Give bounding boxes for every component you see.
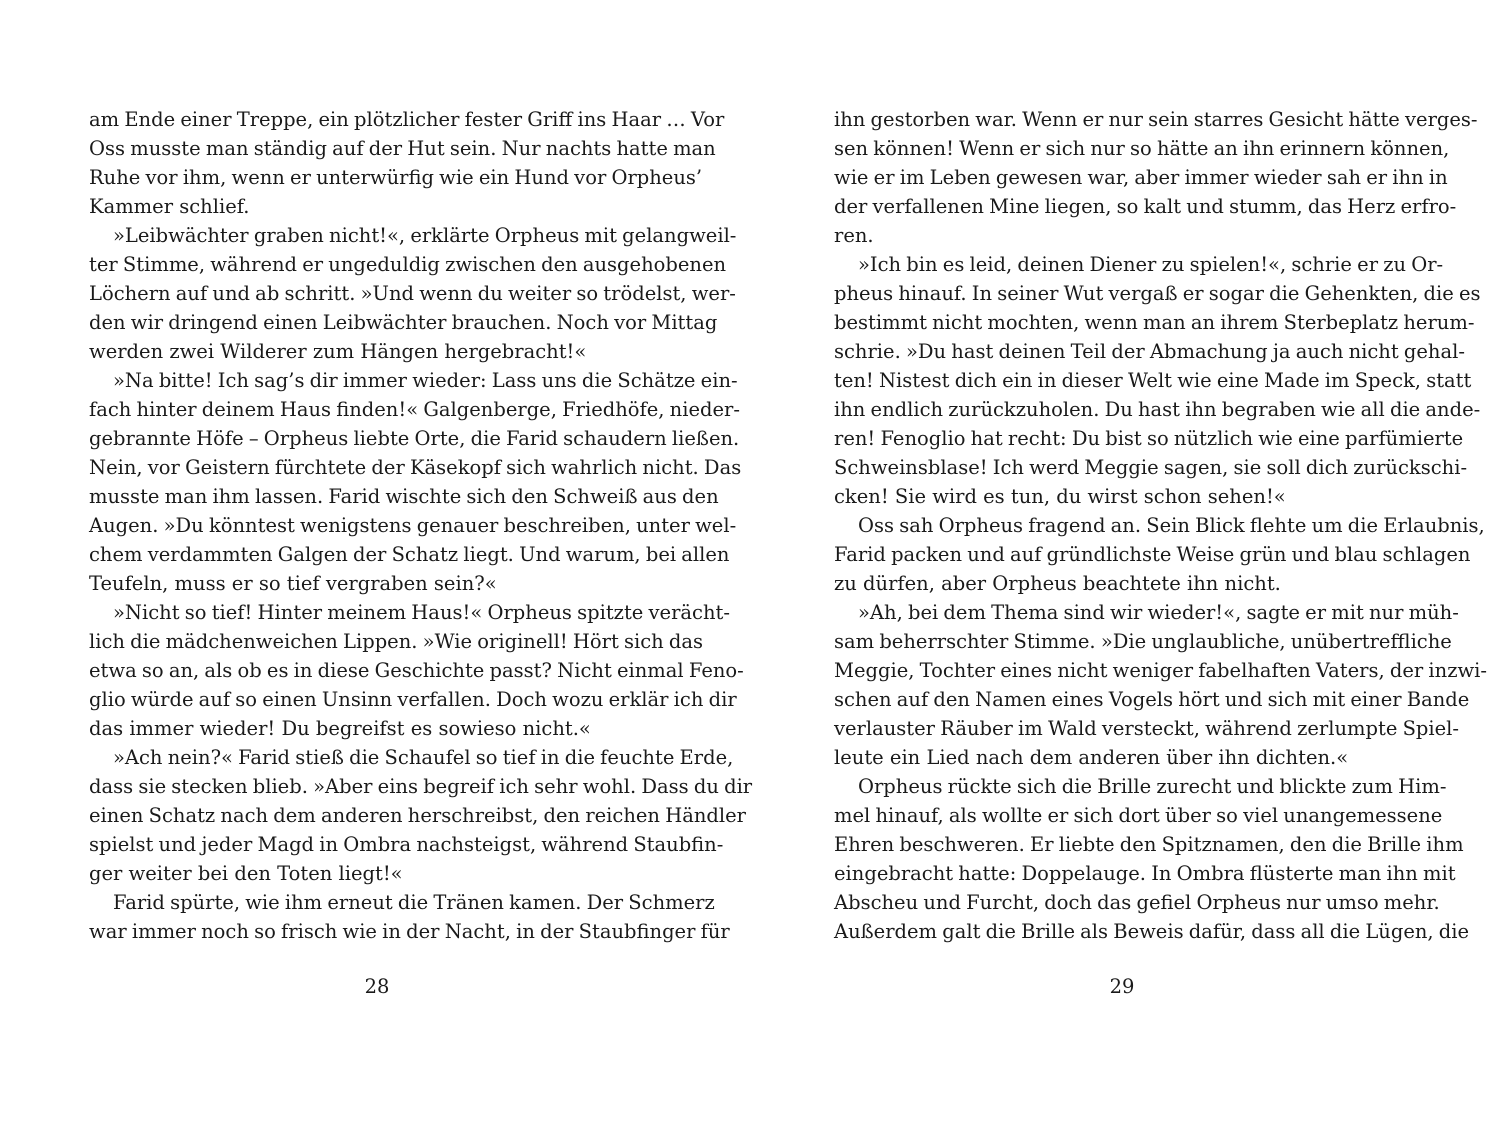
- text-line: mel hinauf, als wollte er sich dort über so viel unangemessene: [834, 804, 1443, 827]
- text-line: »Ach nein?« Farid stieß die Schaufel so tief in die feuchte Erde,: [113, 746, 734, 769]
- text-line: Nein, vor Geistern fürchtete der Käsekopf sich wahrlich nicht. Das: [89, 456, 742, 479]
- text-line: »Nicht so tief! Hinter meinem Haus!« Orpheus spitzte verächt-: [113, 601, 730, 624]
- text-line: Löchern auf und ab schritt. »Und wenn du weiter so trödelst, wer-: [89, 282, 736, 305]
- text-line: spielst und jeder Magd in Ombra nachsteigst, während Staubfin-: [89, 833, 724, 856]
- text-line: der verfallenen Mine liegen, so kalt und stumm, das Herz erfro-: [834, 195, 1457, 218]
- text-line: »Ah, bei dem Thema sind wir wieder!«, sagte er mit nur müh-: [858, 601, 1459, 624]
- text-line: Meggie, Tochter eines nicht weniger fabelhaften Vaters, der inzwi-: [834, 659, 1488, 682]
- text-line: Außerdem galt die Brille als Beweis dafür, dass all die Lügen, die: [834, 920, 1470, 943]
- text-line: musste man ihm lassen. Farid wischte sich den Schweiß aus den: [89, 485, 719, 508]
- text-line: dass sie stecken blieb. »Aber eins begreif ich sehr wohl. Dass du dir: [89, 775, 753, 798]
- text-line: glio würde auf so einen Unsinn verfallen. Doch wozu erklär ich dir: [89, 688, 737, 711]
- text-line: Ehren beschweren. Er liebte den Spitznamen, den die Brille ihm: [834, 833, 1464, 856]
- text-line: ger weiter bei den Toten liegt!«: [89, 862, 403, 885]
- text-line: lich die mädchenweichen Lippen. »Wie originell! Hört sich das: [89, 630, 704, 653]
- text-line: am Ende einer Treppe, ein plötzlicher fester Griff ins Haar … Vor: [89, 108, 725, 131]
- text-line: ter Stimme, während er ungeduldig zwischen den ausgehobenen: [89, 253, 727, 276]
- text-line: bestimmt nicht mochten, wenn man an ihrem Sterbeplatz herum-: [834, 311, 1475, 334]
- right-page-number: 29: [1109, 975, 1135, 998]
- text-line: verlauster Räuber im Wald versteckt, während zerlumpte Spiel-: [834, 717, 1460, 740]
- text-line: Kammer schlief.: [89, 195, 250, 218]
- text-line: gebrannte Höfe – Orpheus liebte Orte, die Farid schaudern ließen.: [89, 427, 740, 450]
- text-line: Teufeln, muss er so tief vergraben sein?«: [89, 572, 497, 595]
- text-line: Schweinsblase! Ich werd Meggie sagen, sie soll dich zurückschi-: [834, 456, 1468, 479]
- text-line: ihn gestorben war. Wenn er nur sein starres Gesicht hätte verges-: [834, 108, 1478, 131]
- text-line: pheus hinauf. In seiner Wut vergaß er sogar die Gehenkten, die es: [834, 282, 1481, 305]
- text-line: einen Schatz nach dem anderen herschreibst, den reichen Händler: [89, 804, 746, 827]
- text-line: »Na bitte! Ich sag’s dir immer wieder: Lass uns die Schätze ein-: [113, 369, 738, 392]
- text-line: Oss sah Orpheus fragend an. Sein Blick flehte um die Erlaubnis,: [858, 514, 1485, 537]
- text-line: ren! Fenoglio hat recht: Du bist so nützlich wie eine parfümierte: [834, 427, 1464, 450]
- text-line: cken! Sie wird es tun, du wirst schon sehen!«: [834, 485, 1286, 508]
- text-line: den wir dringend einen Leibwächter brauchen. Noch vor Mittag: [89, 311, 718, 334]
- text-line: chem verdammten Galgen der Schatz liegt. Und warum, bei allen: [89, 543, 730, 566]
- text-line: sam beherrschter Stimme. »Die unglaubliche, unübertreffliche: [834, 630, 1452, 653]
- text-line: Farid packen und auf gründlichste Weise grün und blau schlagen: [834, 543, 1471, 566]
- text-line: Ruhe vor ihm, wenn er unterwürfig wie ein Hund vor Orpheus’: [89, 166, 703, 189]
- text-line: werden zwei Wilderer zum Hängen hergebracht!«: [89, 340, 587, 363]
- left-page-text: [89, 105, 753, 946]
- text-line: sen können! Wenn er sich nur so hätte an ihn erinnern können,: [834, 137, 1450, 160]
- text-line: etwa so an, als ob es in diese Geschichte passt? Nicht einmal Feno-: [89, 659, 744, 682]
- text-line: Oss musste man ständig auf der Hut sein. Nur nachts hatte man: [89, 137, 716, 160]
- right-page-text: [834, 105, 1488, 946]
- left-page-number: 28: [364, 975, 390, 998]
- text-line: fach hinter deinem Haus finden!« Galgenberge, Friedhöfe, nieder-: [89, 398, 740, 421]
- text-line: schrie. »Du hast deinen Teil der Abmachung ja auch nicht gehal-: [834, 340, 1465, 363]
- text-line: wie er im Leben gewesen war, aber immer wieder sah er ihn in: [834, 166, 1448, 189]
- text-line: das immer wieder! Du begreifst es sowieso nicht.«: [89, 717, 591, 740]
- text-line: Farid spürte, wie ihm erneut die Tränen kamen. Der Schmerz: [113, 891, 715, 914]
- text-line: schen auf den Namen eines Vogels hört und sich mit einer Bande: [834, 688, 1470, 711]
- text-line: ihn endlich zurückzuholen. Du hast ihn begraben wie all die ande-: [834, 398, 1481, 421]
- text-line: zu dürfen, aber Orpheus beachtete ihn nicht.: [834, 572, 1281, 595]
- text-line: leute ein Lied nach dem anderen über ihn dichten.«: [834, 746, 1349, 769]
- text-line: eingebracht hatte: Doppelauge. In Ombra flüsterte man ihn mit: [834, 862, 1456, 885]
- text-line: ren.: [834, 224, 874, 247]
- text-line: ten! Nistest dich ein in dieser Welt wie eine Made im Speck, statt: [834, 369, 1472, 392]
- text-line: war immer noch so frisch wie in der Nacht, in der Staubfinger für: [89, 920, 730, 943]
- text-line: »Ich bin es leid, deinen Diener zu spielen!«, schrie er zu Or-: [858, 253, 1444, 276]
- text-line: Orpheus rückte sich die Brille zurecht und blickte zum Him-: [858, 775, 1447, 798]
- text-line: Abscheu und Furcht, doch das gefiel Orpheus nur umso mehr.: [834, 891, 1440, 914]
- text-line: Augen. »Du könntest wenigstens genauer beschreiben, unter wel-: [89, 514, 737, 537]
- text-line: »Leibwächter graben nicht!«, erklärte Orpheus mit gelangweil-: [113, 224, 737, 247]
